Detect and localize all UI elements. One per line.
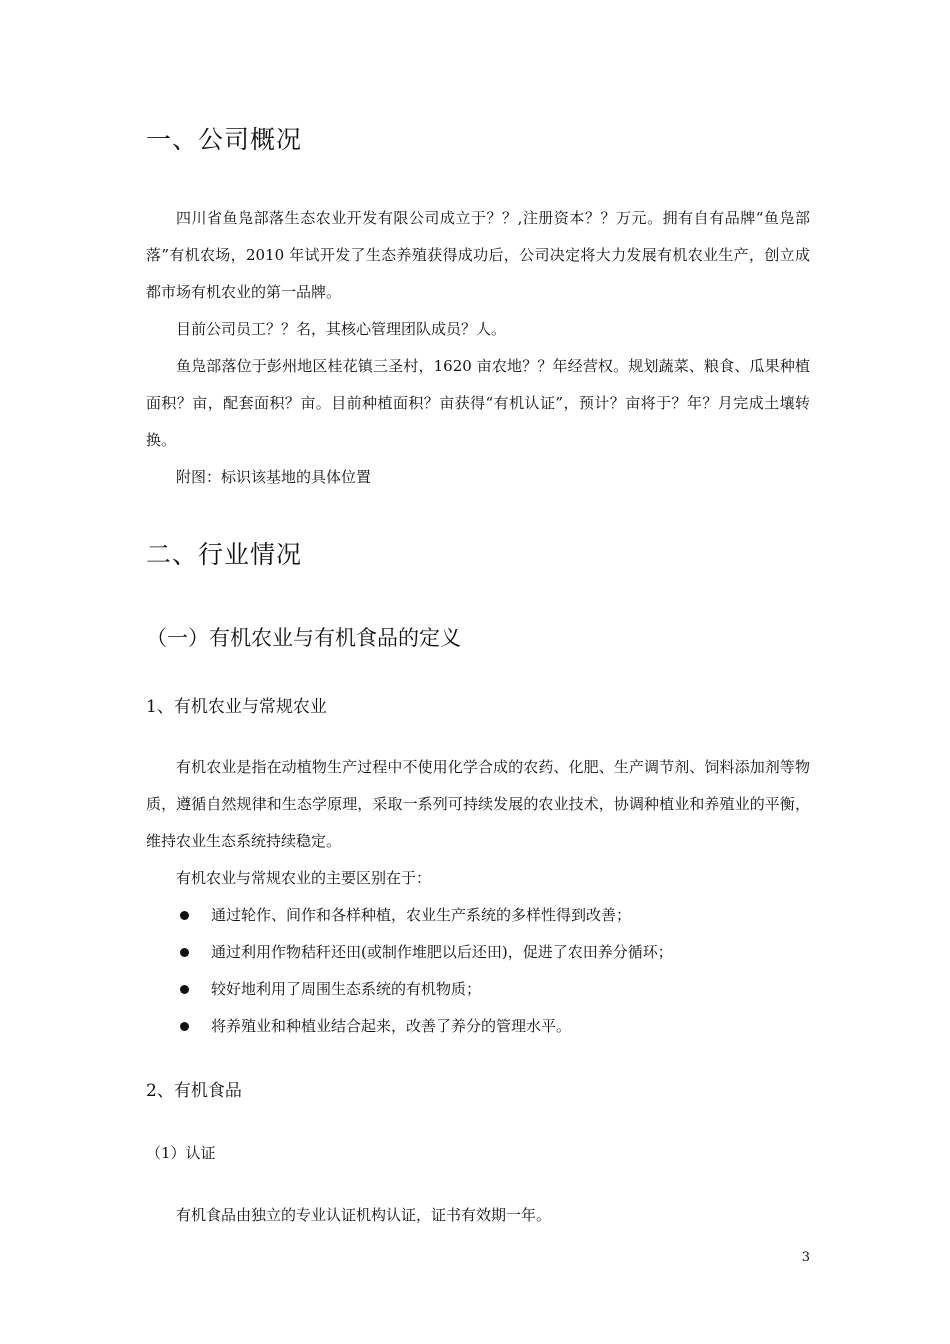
difference-list <box>180 897 800 1045</box>
subsection-definition-heading: （一）有机农业与有机食品的定义 <box>146 626 461 650</box>
section-1-heading: 一、公司概况 <box>146 125 303 154</box>
list-item: 通过轮作、间作和各样种植，农业生产系统的多样性得到改善； <box>180 897 800 934</box>
list-item: 较好地利用了周围生态系统的有机物质； <box>180 971 800 1008</box>
list-item: 通过利用作物秸秆还田(或制作堆肥以后还田)，促进了农田养分循环； <box>180 934 800 971</box>
staff-paragraph: 目前公司员工？？名，其核心管理团队成员？人。 <box>176 320 507 338</box>
bullet-icon <box>180 1022 189 1031</box>
difference-intro: 有机农业与常规农业的主要区别在于： <box>176 869 432 887</box>
bullet-icon <box>180 948 189 957</box>
page-number: 3 <box>801 1250 810 1265</box>
map-note-paragraph: 附图：标识该基地的具体位置 <box>176 468 372 486</box>
company-intro-paragraph: 四川省鱼凫部落生态农业开发有限公司成立于？？,注册资本？？万元。拥有自有品牌“鱼凫部落”有机农场，2010 年试开发了生态养殖获得成功后，公司决定将大力发展有机农业生产，创立成都市场有机农业的第一品牌。 <box>146 209 810 301</box>
section-2-heading: 二、行业情况 <box>146 540 303 569</box>
organic-food-heading: 2、有机食品 <box>146 1081 242 1101</box>
bullet-icon <box>180 985 189 994</box>
organic-vs-conventional-heading: 1、有机农业与常规农业 <box>146 697 327 717</box>
certification-paragraph: 有机食品由独立的专业认证机构认证，证书有效期一年。 <box>176 1206 552 1224</box>
location-paragraph: 鱼凫部落位于彭州地区桂花镇三圣村，1620 亩农地？？年经营权。规划蔬菜、粮食、瓜果种植面积？亩，配套面积？亩。目前种植面积？亩获得“有机认证”，预计？亩将于？年？月完成土壤转换。 <box>146 357 810 449</box>
bullet-icon <box>180 911 189 920</box>
organic-agriculture-definition: 有机农业是指在动植物生产过程中不使用化学合成的农药、化肥、生产调节剂、饲料添加剂等物质，遵循自然规律和生态学原理，采取一系列可持续发展的农业技术，协调种植业和养殖业的平衡，维持农业生态系统持续稳定。 <box>146 758 810 850</box>
list-item: 将养殖业和种植业结合起来，改善了养分的管理水平。 <box>180 1008 800 1045</box>
certification-heading: （1）认证 <box>146 1144 216 1162</box>
